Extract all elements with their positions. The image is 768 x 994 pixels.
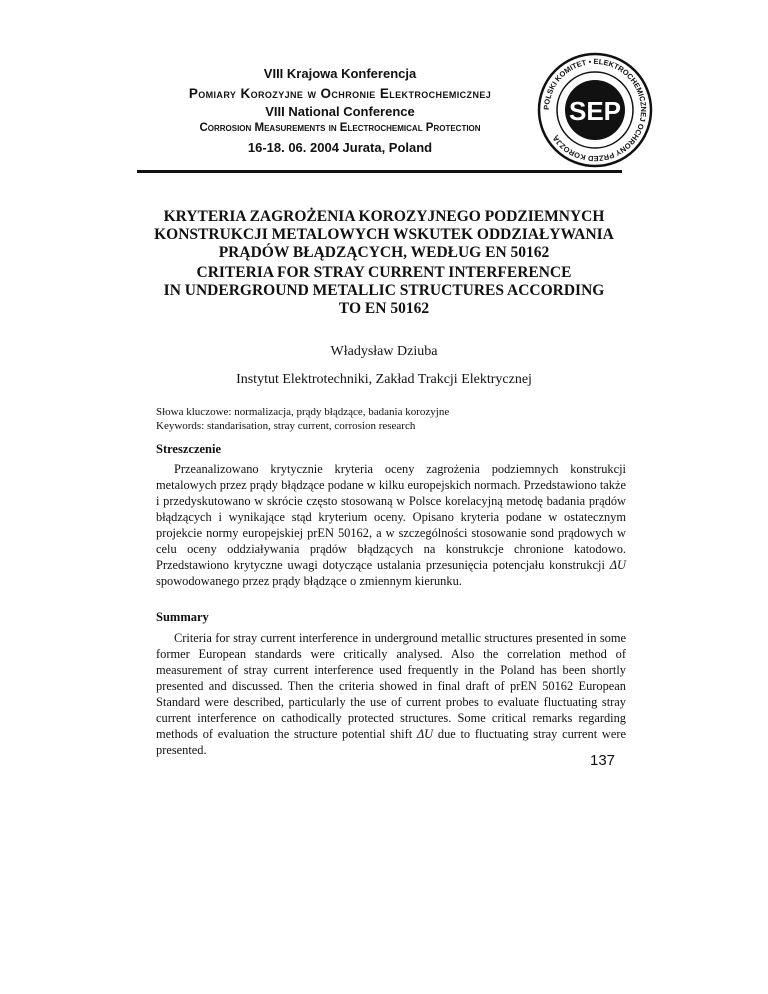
header-divider [137,170,622,173]
title-polish: KRYTERIA ZAGROŻENIA KOROZYJNEGO PODZIEMNYCH KONSTRUKCJI METALOWYCH WSKUTEK ODDZIAŁYWANIA PRĄDÓW BŁĄDZĄCYCH, WEDŁUG EN 50162 [154,208,614,261]
svg-text:SEP: SEP [568,96,622,126]
keywords-english: Keywords: standarisation, stray current, corrosion research [156,420,416,432]
conference-name-pl: Pomiary Korozyjne w Ochronie Elektrochemicznej [188,86,492,101]
conference-date-place: 16-18. 06. 2004 Jurata, Poland [247,140,433,155]
abstract-text-english: Criteria for stray current interference in underground metallic structures presented in some former European standards were critically analysed. Also the correlation method of measurement of stray current interference used frequently in the Poland has been shortly presented and discussed. Then the criteria showed in final draft of prEN 50162 European Standard were described, particularly the use of current probes to evaluate fluctuating stray current interference on cathodically protected structures. Some critical remarks regarding methods of evaluation the structure potential shift ΔU due to fluctuating stray current were presented. [156,631,626,757]
title-english: CRITERIA FOR STRAY CURRENT INTERFERENCE IN UNDERGROUND METALLIC STRUCTURES ACCORDING TO EN 50162 [163,264,605,317]
author-affiliation: Instytut Elektrotechniki, Zakład Trakcji Elektrycznej [236,372,532,387]
sep-logo-icon [535,50,655,170]
abstract-text-polish: Przeanalizowano krytycznie kryteria oceny zagrożenia podziemnych konstrukcji metalowych przez prądy błądzące podane w kilku europejskich normach. Przedstawiono także i przedyskutowano w skrócie często stosowaną w Polsce korelacyjną metodę badania prądów błądzących i wynikające stąd kryterium oceny. Opisano kryteria podane w ostatecznym projekcie normy europejskiej prEN 50162, a w szczególności stosowanie sond prądowych w celu oceny oddziaływania prądów błądzących na konstrukcje chronione katodowo. Przedstawiono krytyczne uwagi dotyczące ustalania przesunięcia potencjału konstrukcji ΔU spowodowanego przez prądy błądzące o zmiennym kierunku. [156,462,626,588]
keywords-polish: Słowa kluczowe: normalizacja, prądy błądzące, badania korozyjne [156,406,450,418]
abstract-heading-english: Summary [156,610,209,624]
page-number: 137 [590,752,616,769]
svg-text:POLSKI KOMITET • ELEKTROCHEMIC: POLSKI KOMITET • ELEKTROCHEMICZNEJ OCHRONY PRZED KOROZJĄ [541,56,649,164]
conference-name-en: Corrosion Measurements in Electrochemical Protection [199,122,481,134]
author-name: Władysław Dziuba [330,344,438,359]
conference-number-pl: VIII Krajowa Konferencja [263,66,417,81]
conference-number-en: VIII National Conference [265,104,415,119]
abstract-heading-polish: Streszczenie [156,442,222,456]
